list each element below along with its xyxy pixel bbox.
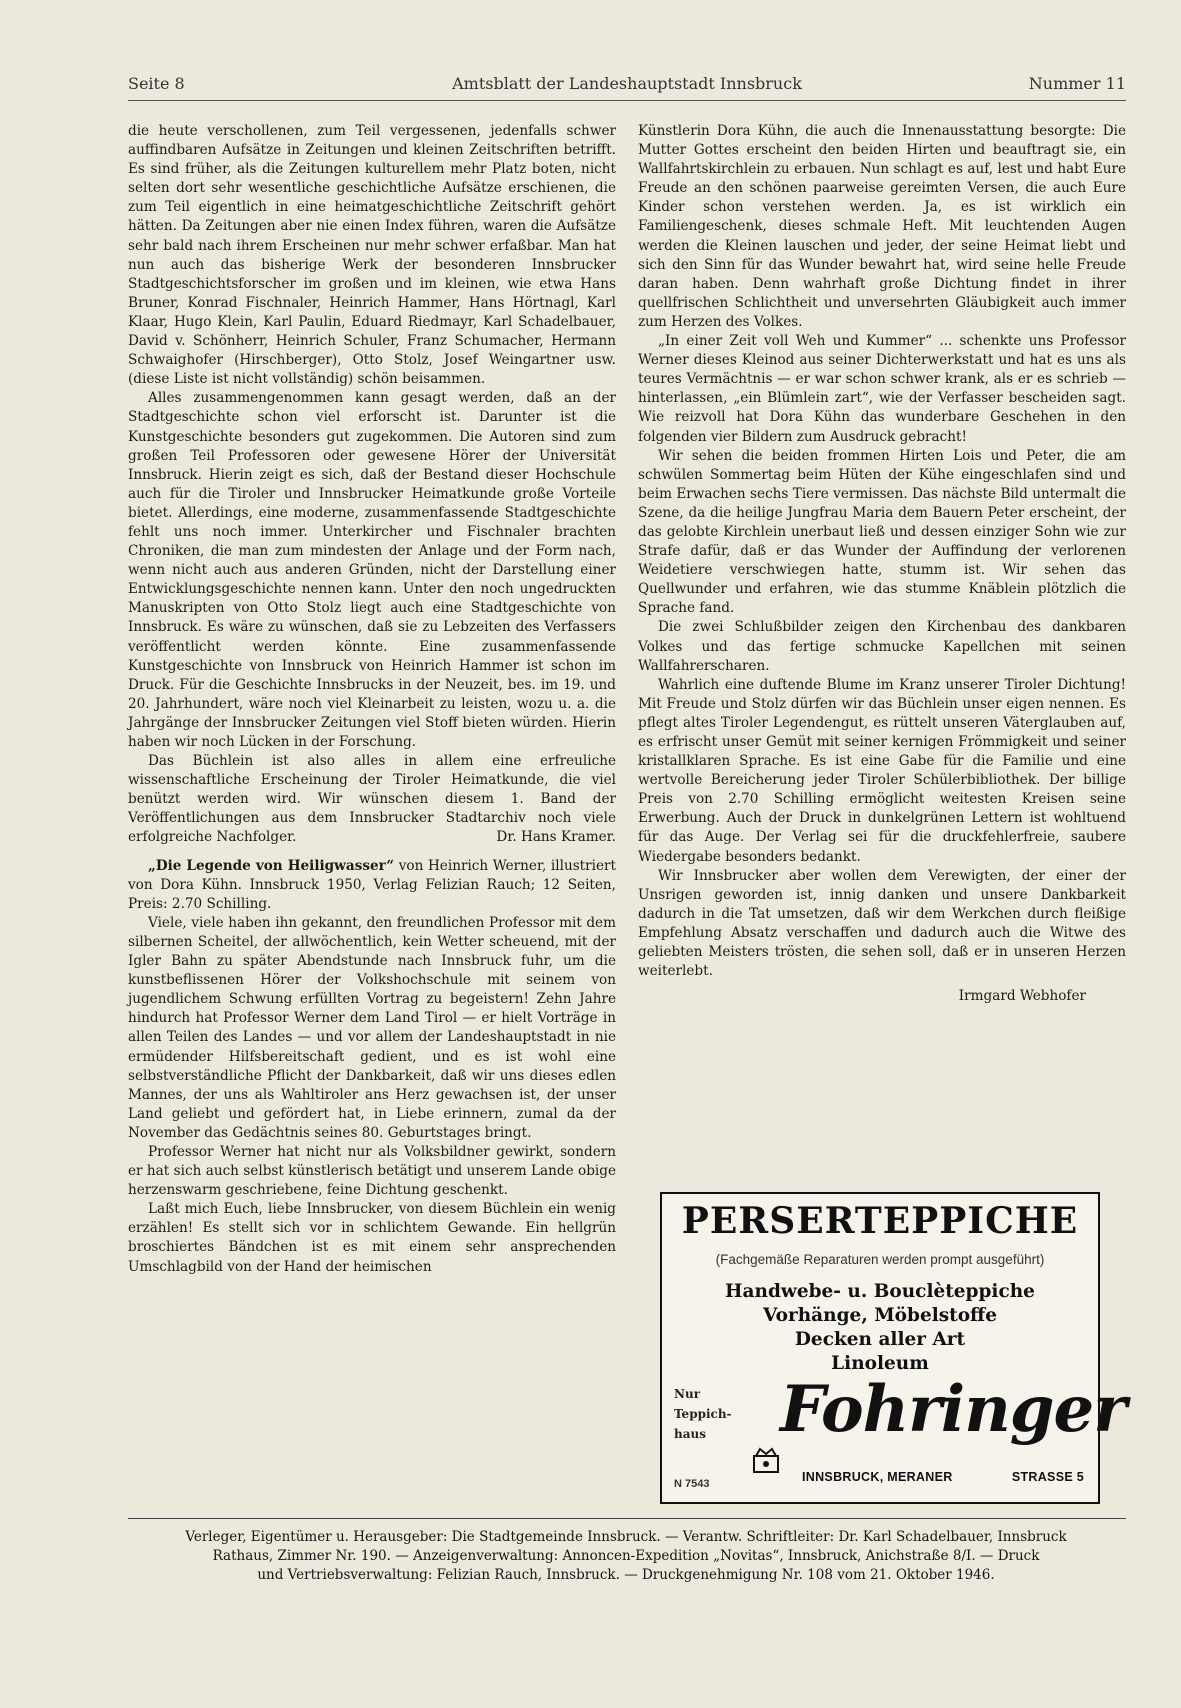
ad-address-city: INNSBRUCK, MERANER bbox=[802, 1470, 953, 1484]
right-column bbox=[638, 122, 1126, 1006]
crown-emblem-icon bbox=[748, 1446, 784, 1476]
book-details: von Heinrich Werner, illustriert von Dora Kühn. Innsbruck 1950, Verlag Felizian Rauch; 12 Seiten, Preis: 2.70 Schilling. bbox=[128, 857, 616, 912]
ad-product-line: Vorhänge, Möbelstoffe bbox=[762, 1305, 998, 1326]
advertisement-box bbox=[660, 1192, 1126, 1504]
ad-address bbox=[802, 1470, 1088, 1484]
footer-divider bbox=[128, 1518, 1126, 1519]
ad-address-street: STRASSE 5 bbox=[1011, 1470, 1084, 1484]
ad-product-line: Decken aller Art bbox=[794, 1329, 966, 1350]
review-author: Dr. Hans Kramer. bbox=[496, 829, 616, 846]
ad-reference-number: N 7543 bbox=[674, 1478, 710, 1490]
paragraph: Die zwei Schlußbilder zeigen den Kirchenbau des dankbaren Volkes und das fertige schmucke Kapellchen mit seinen Wallfahrerscharen. bbox=[638, 619, 1126, 674]
paragraph: Laßt mich Euch, liebe Innsbrucker, von diesem Büchlein ein wenig erzählen! Es stellt sich vor in schlichtem Gewande. Ein hellgrün broschiertes Bändchen ist es mit einem sehr ansprechenden Umschlagbild von der Hand der heimischen bbox=[128, 1201, 616, 1275]
paragraph: Alles zusammengenommen kann gesagt werden, daß an der Stadtgeschichte schon viel erforscht ist. Darunter ist die Kunstgeschichte besonders gut zugekommen. Die Autoren sind zum großen Teil Professoren oder gewesene Hörer der Universität Innsbruck. Hierin zeigt es sich, daß der Bestand dieser Hochschule auch für die Tiroler und Innsbrucker Heimatkunde große Vorteile bietet. Allerdings, eine moderne, zusammenfassende Stadtgeschichte fehlt uns noch immer. Unterkircher und Fischnaler brachten Chroniken, die man zum mindesten der Anlage und der Form nach, wenn nicht auch aus anderen Gründen, nicht der Darstellung einer Entwicklungsgeschichte nennen kann. Unter den noch ungedruckten Manuskripten von Otto Stolz liegt auch eine Stadtgeschichte von Innsbruck. Es wäre zu wünschen, daß sie zu Lebzeiten des Verfassers veröffentlicht werden könnte. Eine zusammenfassende Kunstgeschichte von Innsbruck von Heinrich Hammer ist schon im Druck. Für die Geschichte Innsbrucks in der Neuzeit, bes. im 19. und 20. Jahrhundert, wäre noch viel Kleinarbeit zu leisten, wozu u. a. die Jahrgänge der Innsbrucker Zeitungen viel Stoff bieten würden. Hierin haben wir noch Lücken in der Forschung. bbox=[128, 390, 616, 750]
paragraph: Wir sehen die beiden frommen Hirten Lois und Peter, die am schwülen Sommertag beim Hüten der Kühe eingeschlafen sind und beim Erwachen sechs Tiere vermissen. Das nächste Bild untermalt die Szene, da die heilige Jungfrau Maria dem Bauern Peter erscheint, der das gelobte Kirchlein unerbaut ließ und dessen einziger Sohn wie zur Strafe dafür, daß er das Wunder der Auffindung der verlorenen Weidetiere verschwiegen hatte, stumm ist. Wir sehen das Quellwunder und erfahren, wie das stumme Knäblein plötzlich die Sprache fand. bbox=[638, 447, 1126, 617]
publication-title: Amtsblatt der Landeshauptstadt Innsbruck bbox=[452, 74, 802, 93]
ad-product-line: Linoleum bbox=[831, 1353, 929, 1374]
ad-shop-label-line: Teppich- bbox=[674, 1407, 732, 1421]
ad-subtitle: (Fachgemäße Reparaturen werden prompt ausgeführt) bbox=[715, 1252, 1045, 1267]
paragraph: Viele, viele haben ihn gekannt, den freundlichen Professor mit dem silbernen Scheitel, der allwöchentlich, kein Wetter scheuend, mit der Igler Bahn zu später Abendstunde nach Innsbruck fuhr, um die kunstbeflissenen Hörer der Volkshochschule mit seinem von jugendlichem Schwung erfüllten Vortrag zu begeistern! Zehn Jahre hindurch hat Professor Werner dem Land Tirol — er hielt Vorträge in allen Teilen des Landes — und vor allem der Landeshauptstadt in nie ermüdender Hilfsbereitschaft gedient, und es ist wohl eine selbstverständliche Pflicht der Dankbarkeit, daß wir uns dieses edlen Mannes, der uns als Wahltiroler ans Herz gewachsen ist, der unser Land geliebt und gefördert hat, in Liebe erinnern, zumal da der November das Gedächtnis seines 80. Geburtstages bringt. bbox=[128, 914, 616, 1141]
left-column bbox=[128, 122, 616, 1277]
paragraph-text: Das Büchlein ist also alles in allem eine erfreuliche wissenschaftliche Erscheinung der Tiroler Heimatkunde, die viel benützt werden wird. Wir wünschen diesem 1. Band der Veröffentlichungen aus dem Innsbrucker Stadtarchiv noch viele erfolgreiche Nachfolger. bbox=[128, 753, 616, 846]
paragraph bbox=[128, 752, 616, 847]
paragraph: Wahrlich eine duftende Blume im Kranz unserer Tiroler Dichtung! Mit Freude und Stolz dürfen wir das Büchlein unser eigen nennen. Es pflegt altes Tiroler Legendengut, es rüttelt unseren Väterglauben auf, es erfrischt unser Gemüt mit seiner kernigen Frömmigkeit und seiner kristallklaren Sprache. Es ist eine Gabe für die Familie und eine wertvolle Bereicherung jeder Tiroler Schülerbibliothek. Der billige Preis von 2.70 Schilling ermöglicht weitesten Kreisen seine Erwerbung. Auch der Druck in dunkelgrünen Lettern ist wohltuend für das Auge. Der Verlag sei für die druckfehlerfreie, saubere Wiedergabe besonders bedankt. bbox=[638, 676, 1126, 865]
paragraph: Wir Innsbrucker aber wollen dem Verewigten, der einer der Unsrigen geworden ist, innig danken und unsere Dankbarkeit dadurch in die Tat umsetzen, daß wir dem Werkchen durch fleißige Empfehlung Absatz verschaffen und dadurch auch die Witwe des geliebten Meisters trösten, die sehen soll, daß er in unseren Herzen weiterlebt. bbox=[638, 867, 1126, 980]
imprint-line: Rathaus, Zimmer Nr. 190. — Anzeigenverwaltung: Annoncen-Expedition „Novitas“, Innsbruck, Anichstraße 8/I. — Druck bbox=[212, 1548, 1040, 1564]
ad-shop-label-line: Nur bbox=[674, 1387, 701, 1401]
header-divider bbox=[128, 100, 1126, 101]
imprint-footer bbox=[118, 1528, 1134, 1585]
ad-shop-label bbox=[674, 1384, 734, 1444]
review-author: Irmgard Webhofer bbox=[958, 988, 1086, 1005]
ad-shop-label-line: haus bbox=[674, 1427, 706, 1441]
ad-brand-logo: Fohringer bbox=[780, 1372, 1126, 1447]
review-heading bbox=[128, 857, 616, 914]
book-title: „Die Legende von Heiligwasser“ bbox=[148, 857, 395, 874]
paragraph: die heute verschollenen, zum Teil vergessenen, jedenfalls schwer auffindbaren Aufsätze in Zeitungen und kleinen Zeitschriften betrifft. Es sind früher, als die Zeitungen kulturellem mehr Platz boten, nicht selten dort sehr wesentliche geschichtliche Aufsätze erschienen, die zum Teil eigentlich in eine heimatgeschichtliche Zeitschrift gehört hätten. Da Zeitungen aber nie einen Index führen, waren die Aufsätze sehr bald nach ihrem Erscheinen nur mehr schwer erfaßbar. Man hat nun auch das bisherige Werk der besonderen Innsbrucker Stadtgeschichtsforscher im großen und im kleinen, wie etwa Hans Bruner, Konrad Fischnaler, Heinrich Hammer, Hans Hörtnagl, Karl Klaar, Hugo Klein, Karl Paulin, Eduard Riedmayr, Karl Schadelbauer, David v. Schönherr, Heinrich Schuler, Franz Schumacher, Hermann Schwaighofer (Hirschberger), Otto Stolz, Josef Weingartner usw. (diese Liste ist nicht vollständig) schön beisammen. bbox=[128, 123, 616, 388]
imprint-line: und Vertriebsverwaltung: Felizian Rauch, Innsbruck. — Druckgenehmigung Nr. 108 vom 21. Oktober 1946. bbox=[257, 1567, 995, 1583]
ad-product-line: Handwebe- u. Bouclèteppiche bbox=[725, 1281, 1035, 1302]
imprint-line: Verleger, Eigentümer u. Herausgeber: Die Stadtgemeinde Innsbruck. — Verantw. Schriftleiter: Dr. Karl Schadelbauer, Innsbruck bbox=[185, 1529, 1067, 1545]
ad-title: PERSERTEPPICHE bbox=[681, 1200, 1079, 1242]
paragraph: Künstlerin Dora Kühn, die auch die Innenausstattung besorgte: Die Mutter Gottes erscheint den beiden Hirten und beauftragt sie, ein Wallfahrtskirchlein zu erbauen. Nun schlagt es auf, lest und habt Eure Freude an den schönen paarweise gereimten Versen, die auch Eure Kinder schon verstehen werden. Ja, es ist wirklich ein Familiengeschenk, dieses schmale Heft. Mit leuchtenden Augen werden die Kleinen lauschen und jeder, der seine Heimat liebt und sich den Sinn für das Wunder bewahrt hat, wird seine helle Freude daran haben. Denn wahrhaft große Dichtung findet in ihrer quellfrischen Schlichtheit und unversehrten Gläubigkeit auch immer zum Herzen des Volkes. bbox=[638, 123, 1126, 330]
page-header bbox=[128, 70, 1126, 96]
issue-number: Nummer 11 bbox=[1028, 74, 1126, 93]
paragraph: Professor Werner hat nicht nur als Volksbildner gewirkt, sondern er hat sich auch selbst künstlerisch betätigt und unserem Lande obige herzenswarm geschriebene, feine Dichtung geschenkt. bbox=[128, 1143, 616, 1199]
page-number: Seite 8 bbox=[128, 74, 185, 93]
paragraph: „In einer Zeit voll Weh und Kummer“ ... schenkte uns Professor Werner dieses Kleinod aus seiner Dichterwerkstatt und hat es uns als teures Vermächtnis — er war schon schwer krank, als er es schrieb — hinterlassen, „ein Blümlein zart“, wie der Verfasser bescheiden sagt. Wie reizvoll hat Dora Kühn das wunderbare Geschehen in den folgenden vier Bildern zum Ausdruck gebracht! bbox=[638, 333, 1126, 445]
